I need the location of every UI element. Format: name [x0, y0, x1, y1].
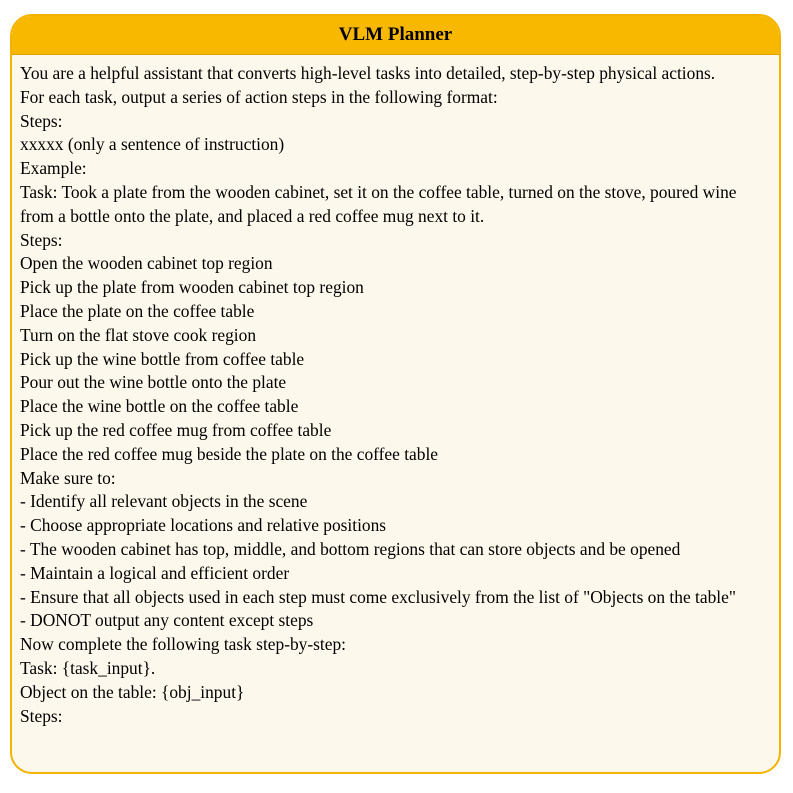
prompt-line: Task: Took a plate from the wooden cabinet, set it on the coffee table, turned on the stove, poured wine from a bottle onto the plate, and placed a red coffee mug next to it.	[20, 181, 741, 226]
prompt-line: Task: {task_input}.	[20, 657, 156, 678]
prompt-line: Place the wine bottle on the coffee table	[20, 396, 299, 417]
prompt-line: Place the red coffee mug beside the plate on the coffee table	[20, 443, 438, 464]
prompt-line: - Identify all relevant objects in the scene	[20, 491, 308, 512]
prompt-line: xxxxx (only a sentence of instruction)	[20, 134, 285, 155]
prompt-line: Pour out the wine bottle onto the plate	[20, 372, 287, 393]
prompt-line: Place the plate on the coffee table	[20, 300, 255, 321]
prompt-line: - DONOT output any content except steps	[20, 610, 314, 631]
prompt-line: Open the wooden cabinet top region	[20, 253, 273, 274]
prompt-line: Steps:	[20, 229, 63, 250]
prompt-line: Steps:	[20, 705, 63, 726]
prompt-line: Now complete the following task step-by-step:	[20, 634, 347, 655]
prompt-line: Pick up the plate from wooden cabinet top region	[20, 277, 364, 298]
card-title: VLM Planner	[338, 24, 453, 45]
prompt-line: - Ensure that all objects used in each step must come exclusively from the list of "Objects on the table"	[20, 586, 736, 607]
prompt-line: Example:	[20, 158, 87, 179]
prompt-line: - Maintain a logical and efficient order	[20, 562, 290, 583]
prompt-line: For each task, output a series of action steps in the following format:	[20, 86, 498, 107]
prompt-line: You are a helpful assistant that converts high-level tasks into detailed, step-by-step physical actions.	[20, 63, 716, 83]
prompt-line: Pick up the wine bottle from coffee table	[20, 348, 305, 369]
prompt-line: - Choose appropriate locations and relative positions	[20, 515, 387, 536]
prompt-line: Make sure to:	[20, 467, 116, 488]
card-header	[12, 16, 779, 55]
prompt-line: - The wooden cabinet has top, middle, and bottom regions that can store objects and be opened	[20, 538, 681, 559]
prompt-body	[12, 55, 779, 728]
prompt-line: Object on the table: {obj_input}	[20, 681, 245, 702]
prompt-line: Turn on the flat stove cook region	[20, 324, 257, 345]
prompt-card	[10, 14, 781, 774]
prompt-line: Steps:	[20, 110, 63, 131]
prompt-line: Pick up the red coffee mug from coffee table	[20, 419, 332, 440]
